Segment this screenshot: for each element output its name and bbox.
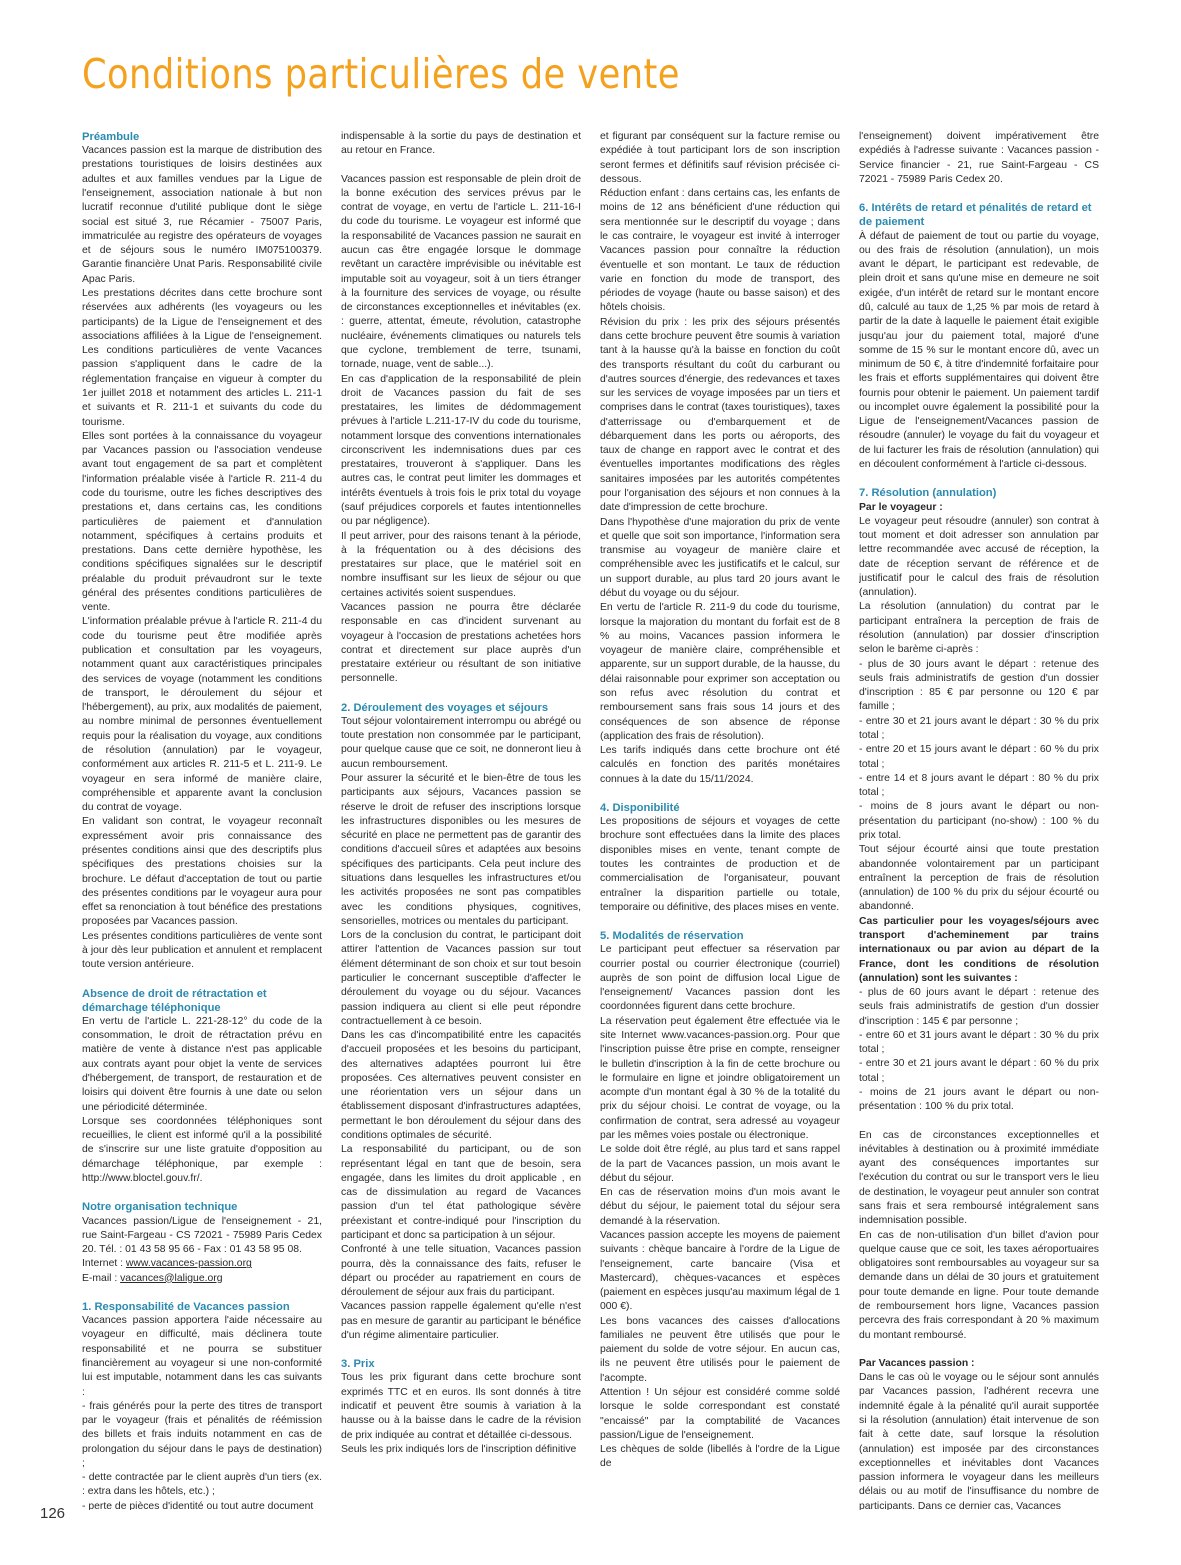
paragraph: Réduction enfant : dans certains cas, les enfants de moins de 12 ans bénéficient d'une réduction qui sera mentionnée sur le descriptif du voyage ; dans le cas contraire, le voyageur est invité à interroger Vacances passion pour connaître la réduction éventuelle et son montant. Le taux de réduction varie en fonction du mode de transport, des périodes de voyage (haute ou basse saison) et des hôtels choisis. [600,188,840,314]
paragraph: Seuls les prix indiqués lors de l'inscription définitive [341,1443,577,1455]
paragraph: Le solde doit être réglé, au plus tard et sans rappel de la part de Vacances passion, un mois avant le début du séjour. [600,1144,840,1184]
paragraph: Les tarifs indiqués dans cette brochure ont été calculés en fonction des parités monétaires connues à la date du 15/11/2024. [600,745,840,785]
column-2 [341,130,581,1510]
paragraph: Révision du prix : les prix des séjours présentés dans cette brochure peuvent être soumis à variation tant à la hausse qu'à la baisse en fonction du coût des transports résultant du coût du carburant ou d'autres sources d'énergie, des redevances et taxes sur les services de voyage imposées par un tiers et comprises dans le contrat (taxes touristiques), taxes d'atterrissage ou d'embarquement et de débarquement dans les ports ou aéroports, des taux de change en rapport avec le contrat et des éventuelles importantes modifications des règles sanitaires imposées par les autorités compétentes pour l'organisation des séjours et non connues à la date d'impression de cette brochure. [600,316,840,514]
paragraph: Vacances passion/Ligue de l'enseignement - 21, rue Saint-Fargeau - CS 72021 - 75989 Paris Cedex 20. Tél. : 01 43 58 95 66 - Fax : 01 43 58 95 08. [82,1215,322,1256]
paragraph: - frais générés pour la perte des titres de transport par le voyageur (frais et pénalités de réémission des billets et frais induits notamment en cas de prolongation du séjour dans le pays de destination) ; [82,1400,322,1469]
paragraph: Le participant peut effectuer sa réservation par courrier postal ou courrier électronique (courriel) auprès de son point de diffusion local Ligue de l'enseignement/ Vacances passion dont les coordonnées figurent dans cette brochure. [600,944,840,1013]
paragraph: Le voyageur peut résoudre (annuler) son contrat à tout moment et doit adresser son annulation par lettre recommandée avec accusé de réception, la date de réception servant de référence et de justificatif pour le calcul des frais de résolution (annulation). [859,515,1099,599]
paragraph: - moins de 21 jours avant le départ ou non-présentation : 100 % du prix total. [859,1087,1099,1113]
contact-label: E-mail : [82,1272,121,1284]
paragraph-spacer [341,159,581,173]
bold-subheading: Cas particulier pour les voyages/séjours avec transport d'acheminement par trains internationaux ou par avion au départ de la France, dont les conditions de résolution (annulation) sont les suivantes : [859,915,1099,984]
contact-link[interactable]: vacances@laligue.org [120,1272,223,1284]
paragraph: Il peut arriver, pour des raisons tenant à la période, à la fréquentation ou à des décisions des prestataires sur place, que le matériel soit en nombre insuffisant sur les lieux de séjour ou que certaines activités soient suspendues. [341,530,581,599]
contact-label: Internet : [82,1258,126,1270]
paragraph: Les prestations décrites dans cette brochure sont réservées aux adhérents (les voyageurs ou les participants) de la Ligue de l'enseignement et des associations affiliées à la Ligue de l'enseignement. Les conditions particulières de vente Vacances passion s'appliquent dans le cadre de la réglementation française en vigueur à compter du 1er juillet 2018 et notamment des articles L. 211-1 et suivants et R. 211-1 et suivants du code du tourisme. [82,288,322,428]
paragraph: En validant son contrat, le voyageur reconnaît expressément avoir pris connaissance des présentes conditions ainsi que des descriptifs plus spécifiques des prestations choisies sur la brochure. Le défaut d'acceptation de tout ou partie des présentes conditions par le voyageur aura pour effet sa renonciation à tout bénéfice des prestations proposées par Vacances passion. [82,816,322,928]
contact-link[interactable]: www.vacances-passion.org [125,1258,252,1270]
paragraph: - perte de pièces d'identité ou tout autre document [82,1500,314,1510]
bold-subheading: Par le voyageur : [859,501,943,513]
section-heading: Préambule [82,131,140,143]
paragraph: indispensable à la sortie du pays de destination et au retour en France. [341,131,581,157]
paragraph: Tous les prix figurant dans cette brochure sont exprimés TTC et en euros. Ils sont donnés à titre indicatif et peuvent être soumis à variation à la hausse ou à la baisse dans le cadre de la révision de prix indiquée au contrat et détaillée ci-dessous. [341,1372,581,1441]
paragraph: En vertu de l'article L. 221-28-12° du code de la consommation, le droit de rétractation prévu en matière de vente à distance n'est pas applicable aux contrats ayant pour objet la vente de services d'hébergement, de transport, de restauration et de loisirs qui doivent être fournis à une date ou selon une périodicité déterminée. [82,1015,322,1113]
paragraph: Les bons vacances des caisses d'allocations familiales ne peuvent être utilisés que pour le paiement du solde de votre séjour. En aucun cas, ils ne peuvent être utilisés pour le paiement de l'acompte. [600,1315,840,1384]
page-number: 126 [40,1505,66,1522]
section-heading: 1. Responsabilité de Vacances passion [82,1300,290,1313]
paragraph: La résolution (annulation) du contrat par le participant entraînera la perception de frais de résolution (annulation) par dossier d'inscription selon le barème ci-après : [859,601,1099,656]
paragraph: Dans le cas où le voyage ou le séjour sont annulés par Vacances passion, l'adhérent recevra une indemnité égale à la pénalité qu'il aurait supportée si la résolution (annulation) était intervenue de son fait à cette date, sauf lorsque la résolution (annulation) est imposée par des circonstances exceptionnelles et inévitables dont Vacances passion informera le voyageur dans les meilleurs délais ou au motif de l'insuffisance du nombre de participants. Dans ce dernier cas, Vacances [859,1372,1099,1510]
paragraph: Tout séjour écourté ainsi que toute prestation abandonnée volontairement par un participant entraînent la perception de frais de résolution (annulation) de 100 % du prix du séjour écourté ou abandonné. [859,844,1099,913]
section-heading: Notre organisation technique [82,1201,238,1214]
paragraph: Confronté à une telle situation, Vacances passion pourra, dès la connaissance des faits, refuser le départ ou procéder au rapatriement en cours de déroulement de séjour aux frais du participant. [341,1244,581,1299]
page-title: Conditions particulières de vente [82,50,680,98]
paragraph: - entre 60 et 31 jours avant le départ : 30 % du prix total ; [859,1029,1099,1056]
paragraph: - dette contractée par le client auprès d'un tiers (ex. : extra dans les hôtels, etc.) ; [82,1472,322,1498]
column-3 [600,130,840,1510]
paragraph-spacer [341,687,581,701]
column-1 [82,130,322,1510]
paragraph: Les chèques de solde (libellés à l'ordre de la Ligue de [600,1444,840,1470]
paragraph-spacer [341,1343,581,1357]
section-heading: 5. Modalités de réservation [600,930,744,943]
paragraph: Elles sont portées à la connaissance du voyageur par Vacances passion ou l'association vendeuse avant tout engagement de sa part et complètent l'information préalable visée à l'article R. 211-4 du code du tourisme, outre les fiches descriptives des prestations et, dans certains cas, les conditions particulières de paiement et d'annulation notamment, spécifiques à certains produits et prestations. Dans cette dernière hypothèse, les conditions spécifiques signalées sur le descriptif préalable du produit prévaudront sur le texte général des présentes conditions particulières de vente. [82,430,322,614]
paragraph: Dans l'hypothèse d'une majoration du prix de vente et quelle que soit son importance, l'information sera transmise au voyageur de manière claire et compréhensible avec les justificatifs et le calcul, sur un support durable, au plus tard 20 jours avant le début du voyage ou du séjour. [600,516,840,599]
paragraph-spacer [600,915,840,929]
section-heading: 3. Prix [341,1358,375,1371]
paragraph: Vacances passion rappelle également qu'elle n'est pas en mesure de garantir au participant le bénéfice d'un régime alimentaire particulier. [341,1301,581,1341]
paragraph-spacer [859,1115,1099,1129]
paragraph: Attention ! Un séjour est considéré comme soldé lorsque le solde correspondant est constaté "encaissé" par la comptabilité de Vacances passion/Ligue de l'enseignement. [600,1387,840,1441]
paragraph: et figurant par conséquent sur la facture remise ou expédiée à tout participant lors de son inscription seront fermes et définitifs sauf révision précisée ci-dessous. [600,131,840,185]
paragraph: Vacances passion apportera l'aide nécessaire au voyageur en difficulté, mais déclinera toute responsabilité et ne pourra se substituer financièrement au voyageur si une non-conformité lui est imputable, notamment dans les cas suivants : [82,1315,322,1398]
paragraph: En cas de réservation moins d'un mois avant le début du séjour, le paiement total du séjour sera demandé à la réservation. [600,1187,840,1227]
section-heading: 4. Disponibilité [600,801,680,814]
paragraph: La réservation peut également être effectuée via le site Internet www.vacances-passion.org. Pour que l'inscription puisse être prise en compte, renseigner le bulletin d'inscription à la fin de cette brochure ou le formulaire en ligne et joindre obligatoirement un acompte d'un montant égal à 30 % de la totalité du prix du séjour choisi. Le contrat de voyage, ou la confirmation de contrat, sera adressé au voyageur par les mêmes voies postale ou électronique. [600,1015,840,1141]
paragraph: La responsabilité du participant, ou de son représentant légal en tant que de besoin, sera engagée, dans les limites du droit applicable , en cas de dissimulation au regard de Vacances passion d'un tel état pathologique sévère préexistant et contre-indiqué pour l'inscription du participant et donc sa participation à un séjour. [341,1144,581,1242]
paragraph: À défaut de paiement de tout ou partie du voyage, ou des frais de résolution (annulation), un mois avant le départ, le participant est redevable, de plein droit et sans qu'une mise en demeure ne soit exigée, d'un intérêt de retard sur le montant encore dû, calculé au taux de 1,25 % par mois de retard à partir de la date à laquelle le paiement était exigible jusqu'au jour du paiement total, majoré d'une somme de 15 % sur le montant encore dû, avec un minimum de 50 €, à titre d'indemnité forfaitaire pour les frais et efforts supplémentaires qui doivent être fournis pour obtenir le paiement. Un paiement tardif ou incomplet ouvre également la possibilité pour la Ligue de l'enseignement/Vacances passion de résoudre (annuler) le voyage du fait du voyageur et de lui facturer les frais de résolution (annulation) qui en découlent conformément à l'article ci-dessous. [859,230,1099,471]
paragraph: Lors de la conclusion du contrat, le participant doit attirer l'attention de Vacances passion sur tout élément déterminant de son choix et sur tout besoin particulier le concernant susceptible d'affecter le déroulement du voyage ou du séjour. Vacances passion indiquera au client si elle peut répondre contractuellement à ce besoin. [341,930,581,1027]
paragraph: - plus de 30 jours avant le départ : retenue des seuls frais administratifs de gestion d'un dossier d'inscription : 85 € par personne ou 120 € par famille ; [859,658,1099,713]
contact-line [82,1257,322,1271]
paragraph: En cas de non-utilisation d'un billet d'avion pour quelque cause que ce soit, les taxes aéroportuaires obligatoires sont remboursables au voyageur sur sa demande dans un délai de 30 jours et gratuitement pour toute demande en ligne. Pour toute demande de remboursement hors ligne, Vacances passion percevra des frais correspondant à 20 % maximum du montant remboursé. [859,1229,1099,1341]
paragraph: - entre 30 et 21 jours avant le départ : 60 % du prix total ; [859,1058,1099,1084]
paragraph-spacer [600,787,840,801]
paragraph: - moins de 8 jours avant le départ ou non-présentation du participant (no-show) : 100 % du prix total. [859,801,1099,841]
paragraph: Tout séjour volontairement interrompu ou abrégé ou toute prestation non consommée par le participant, pour quelque cause que ce soit, ne donneront lieu à aucun remboursement. [341,715,581,770]
paragraph: Les présentes conditions particulières de vente sont à jour dès leur publication et annulent et remplacent toute version antérieure. [82,930,322,971]
paragraph: Vacances passion est responsable de plein droit de la bonne exécution des services prévus par le contrat de voyage, en vertu de l'article L. 211-16-I du code du tourisme. Le voyageur est informé que la responsabilité de Vacances passion ne saurait en aucun cas être engagée lorsque le dommage revêtant un caractère imprévisible ou inévitable est imputable soit au voyageur, soit à un tiers étranger à la fourniture des services de voyage, ou résulte de circonstances exceptionnelles et inévitables (ex. : guerre, attentat, émeute, révolution, catastrophe nucléaire, événements climatiques ou naturels tels que cyclone, tremblement de terre, tsunami, tornade, nuage, vent de sable...). [341,173,581,371]
paragraph: - entre 30 et 21 jours avant le départ : 30 % du prix total ; [859,715,1099,742]
paragraph: l'enseignement) doivent impérativement être expédiés à l'adresse suivante : Vacances passion - Service financier - 21, rue Saint-Fargeau - CS 72021 - 75989 Paris Cedex 20. [859,131,1099,185]
section-heading: Absence de droit de rétractation et démarchage téléphonique [82,987,267,1014]
paragraph: En cas de circonstances exceptionnelles et inévitables à destination ou à proximité immédiate ayant des conséquences importantes sur l'exécution du contrat ou sur le transport vers le lieu de destination, le voyageur peut annuler son contrat sans frais et sera remboursé intégralement sans indemnisation possible. [859,1129,1099,1227]
paragraph: - entre 14 et 8 jours avant le départ : 80 % du prix total ; [859,772,1099,799]
paragraph-spacer [82,973,322,987]
column-4 [859,130,1099,1510]
paragraph: En cas d'application de la responsabilité de plein droit de Vacances passion du fait de ses prestataires, les limites de dédommagement prévues à l'article L.211-17-IV du code du tourisme, notamment lorsque des conventions internationales circonscrivent les indemnisations dues par ces prestataires, trouveront à s'appliquer. Dans les autres cas, le contrat peut limiter les dommages et intérêts éventuels à trois fois le prix total du voyage (sauf préjudices corporels et fautes intentionnelles ou par négligence). [341,373,581,528]
paragraph: En vertu de l'article R. 211-9 du code du tourisme, lorsque la majoration du montant du forfait est de 8 % au moins, Vacances passion informera le voyageur de manière claire, compréhensible et apparente, sur un support durable, de la hausse, du délai raisonnable pour exprimer son acceptation ou son refus avec résolution du contrat et remboursement sans frais sous 14 jours et des conséquences de son absence de réponse (application des frais de résolution). [600,602,840,742]
paragraph: - plus de 60 jours avant le départ : retenue des seuls frais administratifs de gestion d'un dossier d'inscription : 145 € par personne ; [859,987,1099,1027]
section-heading: 7. Résolution (annulation) [859,487,997,500]
paragraph: Vacances passion ne pourra être déclarée responsable en cas d'incident survenant au voyageur à l'occasion de prestations achetées hors contrat et directement sur place auprès d'un prestataire extérieur ou résultant de son initiative personnelle. [341,602,581,685]
section-heading: 6. Intérêts de retard et pénalités de retard et de paiement [859,202,1092,229]
paragraph-spacer [82,1186,322,1200]
paragraph: Pour assurer la sécurité et le bien-être de tous les participants aux séjours, Vacances passion se réserve le droit de refuser des inscriptions lorsque les infrastructures disponibles ou les mesures de sécurité en place ne permettent pas de garantir des conditions d'accueil sûres et adaptées aux besoins spécifiques des participants. Cela peut inclure des situations dans lesquelles les infrastructures et/ou les activités proposées ne sont pas compatibles avec les conditions physiques, cognitives, sensorielles, motrices ou mentales du participant. [341,773,581,927]
paragraph-spacer [859,1343,1099,1357]
paragraph-spacer [859,187,1099,201]
paragraph: Vacances passion est la marque de distribution des prestations touristiques de loisirs destinées aux adultes et aux familles vendues par la Ligue de l'enseignement, association nationale à but non lucratif reconnue d'utilité publique dont le siège social est situé 3, rue Récamier - 75007 Paris, immatriculée au registre des opérateurs de voyages et de séjours sous le numéro IM075100379. Garantie financière Unat Paris. Responsabilité civile Apac Paris. [82,145,322,285]
paragraph-spacer [859,472,1099,486]
paragraph: Vacances passion accepte les moyens de paiement suivants : chèque bancaire à l'ordre de la Ligue de l'enseignement, carte bancaire (Visa et Mastercard), chèques-vacances et espèces (paiement en espèces jusqu'au maximum légal de 1 000 €). [600,1229,840,1313]
paragraph: Dans les cas d'incompatibilité entre les capacités d'accueil proposées et les besoins du participant, des alternatives adaptées pourront lui être proposées. Ces alternatives peuvent consister en une réorientation vers un séjour dans un établissement disposant d'infrastructures adaptées, permettant le bon déroulement du séjour dans des conditions optimales de sécurité. [341,1030,581,1142]
paragraph: - entre 20 et 15 jours avant le départ : 60 % du prix total ; [859,744,1099,770]
paragraph-spacer [82,1286,322,1300]
paragraph: Les propositions de séjours et voyages de cette brochure sont effectuées dans la limite des places disponibles mises en vente, tenant compte de toutes les contraintes de production et de commercialisation de l'organisateur, pouvant entraîner la disparition partielle ou totale, temporaire ou définitive, des places mises en vente. [600,816,840,913]
paragraph: L'information préalable prévue à l'article R. 211-4 du code du tourisme peut être modifiée après publication et consultation par les voyageurs, notamment quant aux caractéristiques principales des services de voyage (notamment les conditions de transport, le déroulement du séjour et l'hébergement), au prix, aux modalités de paiement, au nombre minimal de personnes éventuellement requis pour la réalisation du voyage, aux conditions de résolution (annulation) par le voyageur, conformément aux articles R. 211-5 et L. 211-9. Le voyageur en sera informé de manière claire, compréhensible et apparente avant la conclusion du contrat de voyage. [82,616,322,814]
section-heading: 2. Déroulement des voyages et séjours [341,701,549,714]
bold-subheading: Par Vacances passion : [859,1357,975,1369]
contact-line [82,1272,322,1286]
paragraph: Lorsque ses coordonnées téléphoniques sont recueillies, le client est informé qu'il a la possibilité de s'inscrire sur une liste gratuite d'opposition au démarchage téléphonique, par exemple : http://www.bloctel.gouv.fr/. [82,1115,322,1185]
